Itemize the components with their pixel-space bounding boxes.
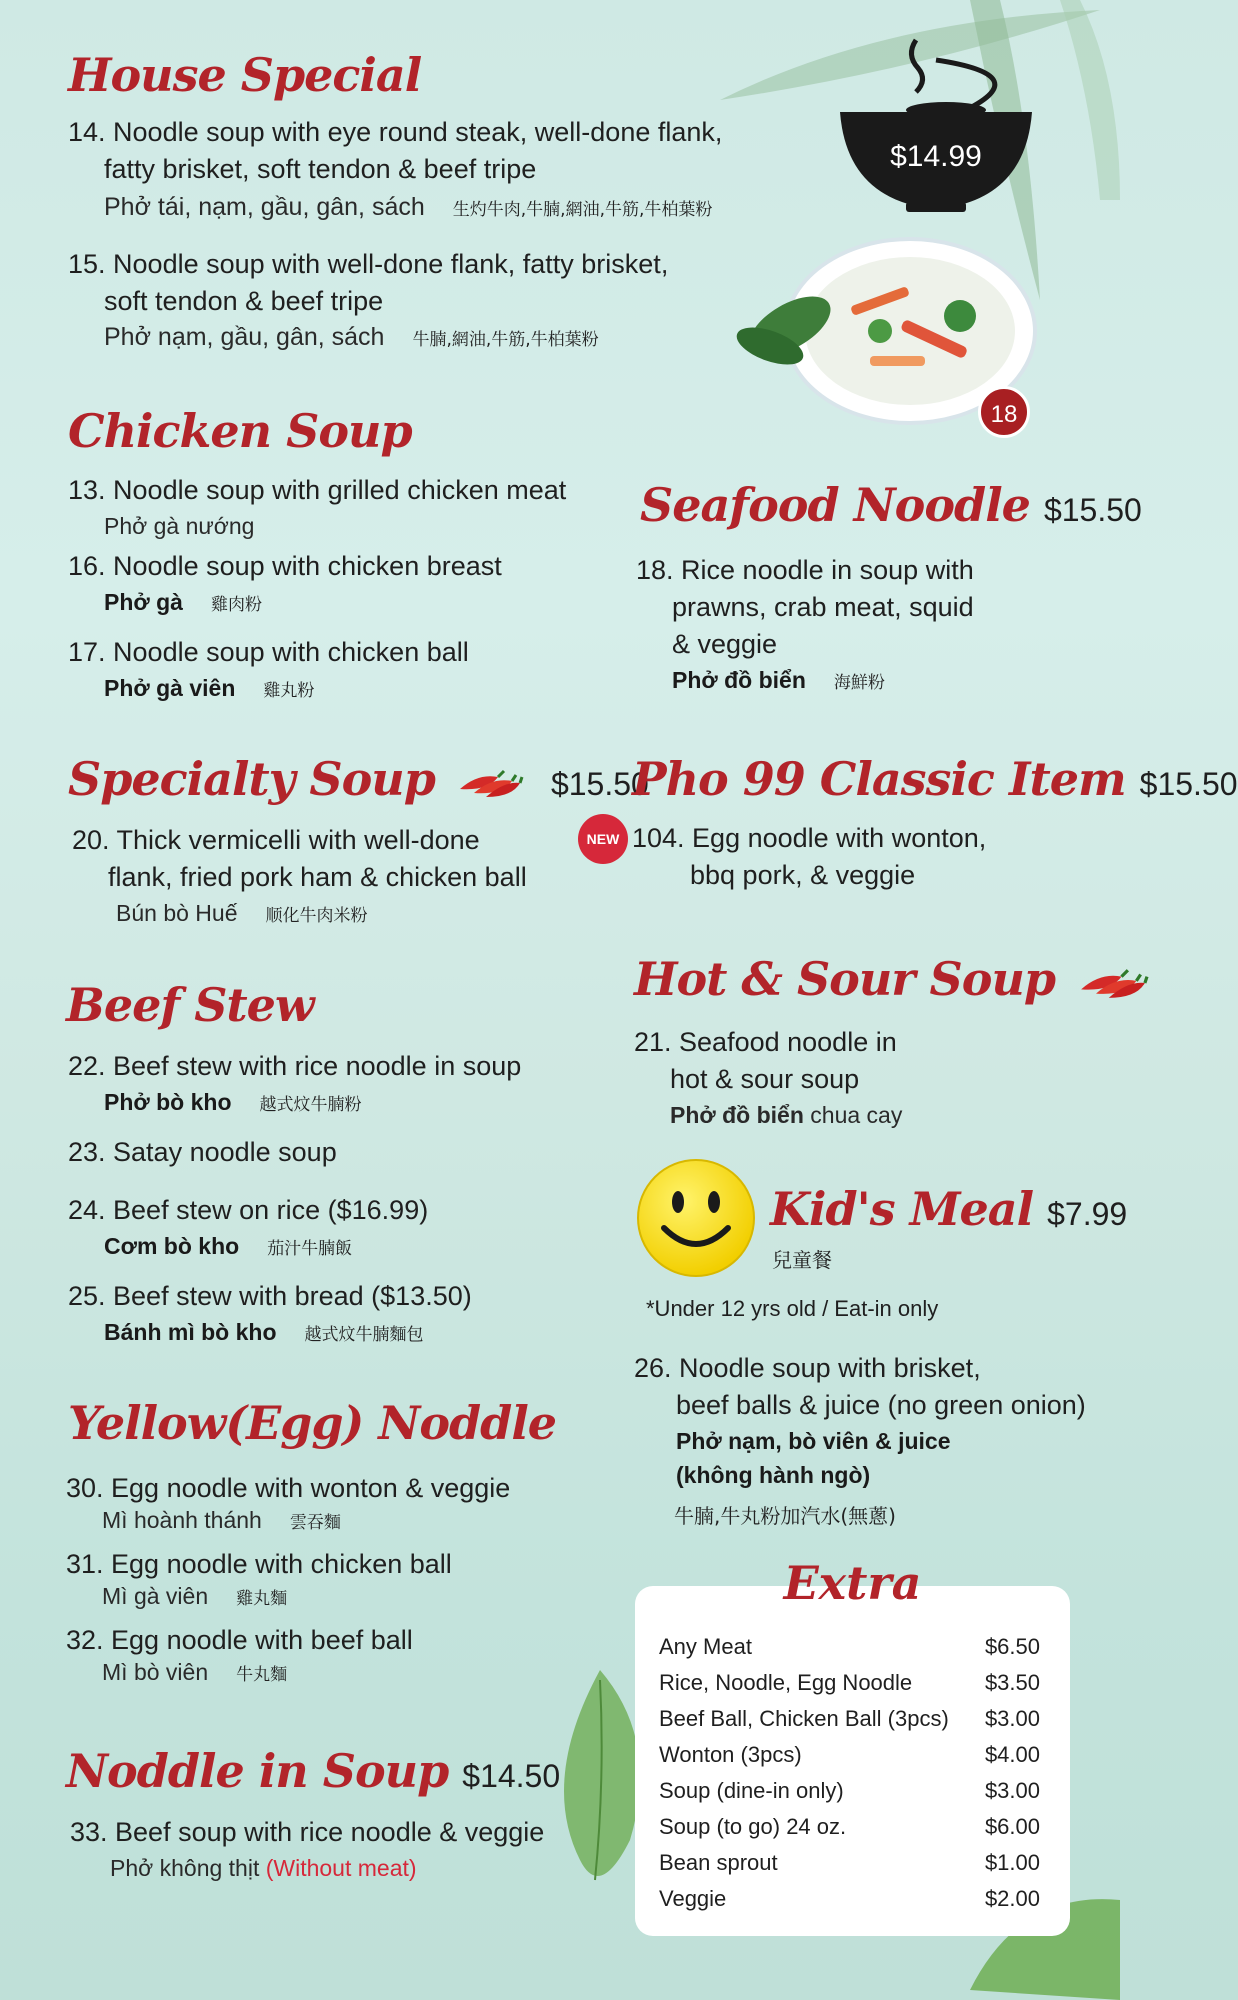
extra-price: $2.00 xyxy=(984,1886,1040,1911)
new-badge: NEW xyxy=(578,814,628,864)
yellow-noodle-title: Yellow(Egg) Noddle xyxy=(68,1396,557,1450)
item-description-cont: soft tendon & beef tripe xyxy=(104,286,384,316)
specialty-soup-title: Specialty Soup $15.50 xyxy=(68,752,649,806)
extra-row xyxy=(659,1742,1040,1768)
item-vietnamese-name: Phở gà 雞肉粉 xyxy=(104,589,262,615)
extra-name: Wonton (3pcs) xyxy=(659,1742,802,1767)
menu-item-23 xyxy=(68,1134,337,1171)
extra-row xyxy=(659,1778,1040,1804)
extra-price: $3.00 xyxy=(984,1706,1040,1731)
menu-item-18 xyxy=(636,552,974,700)
kids-meal-price: $7.99 xyxy=(1047,1196,1128,1232)
item-description-cont: bbq pork, & veggie xyxy=(690,860,916,890)
item-description-cont: prawns, crab meat, squid xyxy=(672,592,974,622)
item-chinese-name: 生灼牛肉,牛腩,網油,牛筋,牛柏葉粉 xyxy=(452,200,713,220)
specialty-soup-price: $15.50 xyxy=(550,766,649,802)
item-vietnamese-name: Phở gà nướng xyxy=(104,513,255,539)
item-chinese-name: 茄汁牛腩飯 xyxy=(267,1239,353,1259)
item-description: 16. Noodle soup with chicken breast xyxy=(68,551,502,581)
item-vietnamese-name: Phở nạm, gầu, gân, sách 牛腩,網油,牛筋,牛柏葉粉 xyxy=(104,323,599,351)
item-description: 23. Satay noodle soup xyxy=(68,1137,337,1167)
noddle-in-soup-price: $14.50 xyxy=(462,1758,561,1794)
seafood-noodle-price: $15.50 xyxy=(1043,492,1142,528)
item-description: 22. Beef stew with rice noodle in soup xyxy=(68,1051,522,1081)
item-description-cont: beef balls & juice (no green onion) xyxy=(676,1390,1086,1420)
extra-price: $3.50 xyxy=(984,1670,1040,1695)
item-vietnamese-name: Mì hoành thánh 雲吞麵 xyxy=(102,1507,341,1533)
extra-row xyxy=(659,1706,1040,1732)
item-chinese-name: 牛腩,牛丸粉加汽水(無蔥) xyxy=(674,1504,896,1528)
item-description-cont: & veggie xyxy=(672,629,778,659)
chili-pepper-icon xyxy=(1076,966,1150,1000)
menu-item-22 xyxy=(68,1048,521,1122)
item-vietnamese-name: Mì bò viên 牛丸麵 xyxy=(102,1659,288,1685)
extra-name: Bean sprout xyxy=(659,1850,778,1875)
soup-bowl-icon xyxy=(836,20,1036,220)
item-description: 30. Egg noodle with wonton & veggie xyxy=(66,1473,511,1503)
extra-row xyxy=(659,1850,1040,1876)
extra-price: $6.50 xyxy=(984,1634,1040,1659)
item-description: 21. Seafood noodle in xyxy=(634,1027,897,1057)
menu-item-26 xyxy=(634,1350,1086,1535)
beef-stew-title: Beef Stew xyxy=(66,978,314,1032)
smiley-face-icon xyxy=(636,1158,756,1278)
without-meat-note: (Without meat) xyxy=(265,1855,417,1881)
menu-item-15 xyxy=(68,246,668,357)
extra-name: Beef Ball, Chicken Ball (3pcs) xyxy=(659,1706,949,1731)
menu-item-104 xyxy=(632,820,986,894)
item-chinese-name: 雞丸麵 xyxy=(236,1589,288,1609)
item-description: 104. Egg noodle with wonton, xyxy=(632,823,987,853)
menu-item-31 xyxy=(66,1546,452,1616)
item-chinese-name: 越式炆牛腩粉 xyxy=(259,1095,362,1115)
chicken-soup-title: Chicken Soup xyxy=(68,404,412,458)
item-description: 33. Beef soup with rice noodle & veggie xyxy=(70,1817,545,1847)
classic-item-title: Pho 99 Classic Item $15.50 xyxy=(632,752,1238,806)
extra-name: Soup (to go) 24 oz. xyxy=(659,1814,847,1839)
item-chinese-name: 牛丸麵 xyxy=(236,1665,288,1685)
menu-item-25 xyxy=(68,1278,472,1352)
item-chinese-name: 海鮮粉 xyxy=(833,673,885,693)
item-vietnamese-name: Cơm bò kho 茄汁牛腩飯 xyxy=(104,1233,353,1259)
menu-item-14 xyxy=(68,114,722,227)
item-description: 17. Noodle soup with chicken ball xyxy=(68,637,469,667)
item-vietnamese-name: Phở không thịt (Without meat) xyxy=(110,1855,417,1881)
extra-row xyxy=(659,1814,1040,1840)
item-vietnamese-name: Phở đồ biển chua cay xyxy=(670,1102,903,1128)
house-special-title: House Special xyxy=(68,48,422,102)
menu-item-30 xyxy=(66,1470,510,1540)
item-vietnamese-name: Bánh mì bò kho 越式炆牛腩麵包 xyxy=(104,1319,424,1345)
bowl-price-badge: $14.99 xyxy=(890,140,982,173)
item-chinese-name: 牛腩,網油,牛筋,牛柏葉粉 xyxy=(412,330,599,350)
item-description: 31. Egg noodle with chicken ball xyxy=(66,1549,452,1579)
kids-meal-chinese-name: 兒童餐 xyxy=(772,1248,832,1272)
item-description: 20. Thick vermicelli with well-done xyxy=(72,825,480,855)
extra-price: $1.00 xyxy=(984,1850,1040,1875)
item-description-cont: fatty brisket, soft tendon & beef tripe xyxy=(104,154,537,184)
extra-title: Extra xyxy=(783,1556,922,1610)
chili-pepper-icon xyxy=(458,767,522,799)
photo-item-number-badge: 18 xyxy=(978,386,1030,438)
extra-name: Soup (dine-in only) xyxy=(659,1778,844,1803)
hot-sour-soup-title: Hot & Sour Soup xyxy=(634,956,1150,1002)
menu-item-13 xyxy=(68,472,566,543)
item-vietnamese-name: Mì gà viên 雞丸麵 xyxy=(102,1583,288,1609)
extra-price: $3.00 xyxy=(984,1778,1040,1803)
item-chinese-name: 越式炆牛腩麵包 xyxy=(304,1325,424,1345)
seafood-noodle-title: Seafood Noodle $15.50 xyxy=(640,478,1142,532)
menu-item-33 xyxy=(70,1814,544,1885)
item-description: 24. Beef stew on rice ($16.99) xyxy=(68,1195,429,1225)
item-chinese-name: 雲吞麵 xyxy=(289,1513,341,1533)
extra-row xyxy=(659,1634,1040,1660)
item-description: 26. Noodle soup with brisket, xyxy=(634,1353,981,1383)
extra-name: Rice, Noodle, Egg Noodle xyxy=(659,1670,913,1695)
item-vietnamese-name: Phở bò kho 越式炆牛腩粉 xyxy=(104,1089,362,1115)
extra-row xyxy=(659,1670,1040,1696)
menu-item-32 xyxy=(66,1622,413,1692)
item-description: 14. Noodle soup with eye round steak, well-done flank, xyxy=(68,117,723,147)
kids-meal-title: Kid's Meal $7.99 xyxy=(770,1182,1128,1236)
item-vietnamese-name: Phở đồ biển 海鮮粉 xyxy=(672,667,885,693)
item-description-cont: hot & sour soup xyxy=(670,1064,860,1094)
item-vietnamese-name: Bún bò Huế 顺化牛肉米粉 xyxy=(116,900,368,926)
item-description: 18. Rice noodle in soup with xyxy=(636,555,974,585)
item-vietnamese-name: Phở gà viên 雞丸粉 xyxy=(104,675,315,701)
classic-item-price: $15.50 xyxy=(1139,766,1238,802)
menu-item-16 xyxy=(68,548,502,622)
kids-meal-note: *Under 12 yrs old / Eat-in only xyxy=(646,1296,939,1321)
extra-price: $4.00 xyxy=(984,1742,1040,1767)
item-description: 13. Noodle soup with grilled chicken meat xyxy=(68,475,567,505)
extra-row xyxy=(659,1886,1040,1912)
menu-item-24 xyxy=(68,1192,428,1266)
menu-item-20 xyxy=(72,822,527,933)
item-chinese-name: 雞丸粉 xyxy=(263,681,315,701)
item-description: 25. Beef stew with bread ($13.50) xyxy=(68,1281,472,1311)
item-vietnamese-name: Phở tái, nạm, gầu, gân, sách 生灼牛肉,牛腩,網油,牛筋,牛柏葉粉 xyxy=(104,193,713,221)
menu-item-21 xyxy=(634,1024,902,1132)
extra-panel xyxy=(635,1556,1070,1936)
item-description: 32. Egg noodle with beef ball xyxy=(66,1625,413,1655)
extra-price: $6.00 xyxy=(984,1814,1040,1839)
menu-item-17 xyxy=(68,634,469,708)
item-vietnamese-name: Phở nạm, bò viên & juice xyxy=(676,1428,951,1454)
item-description-cont: flank, fried pork ham & chicken ball xyxy=(108,862,527,892)
item-description: 15. Noodle soup with well-done flank, fatty brisket, xyxy=(68,249,669,279)
item-chinese-name: 雞肉粉 xyxy=(210,595,262,615)
noddle-in-soup-title: Noddle in Soup $14.50 xyxy=(66,1744,561,1798)
extra-name: Veggie xyxy=(659,1886,727,1911)
extra-name: Any Meat xyxy=(659,1634,752,1659)
item-vietnamese-name-cont: (không hành ngò) xyxy=(676,1462,871,1488)
item-chinese-name: 顺化牛肉米粉 xyxy=(265,906,368,926)
